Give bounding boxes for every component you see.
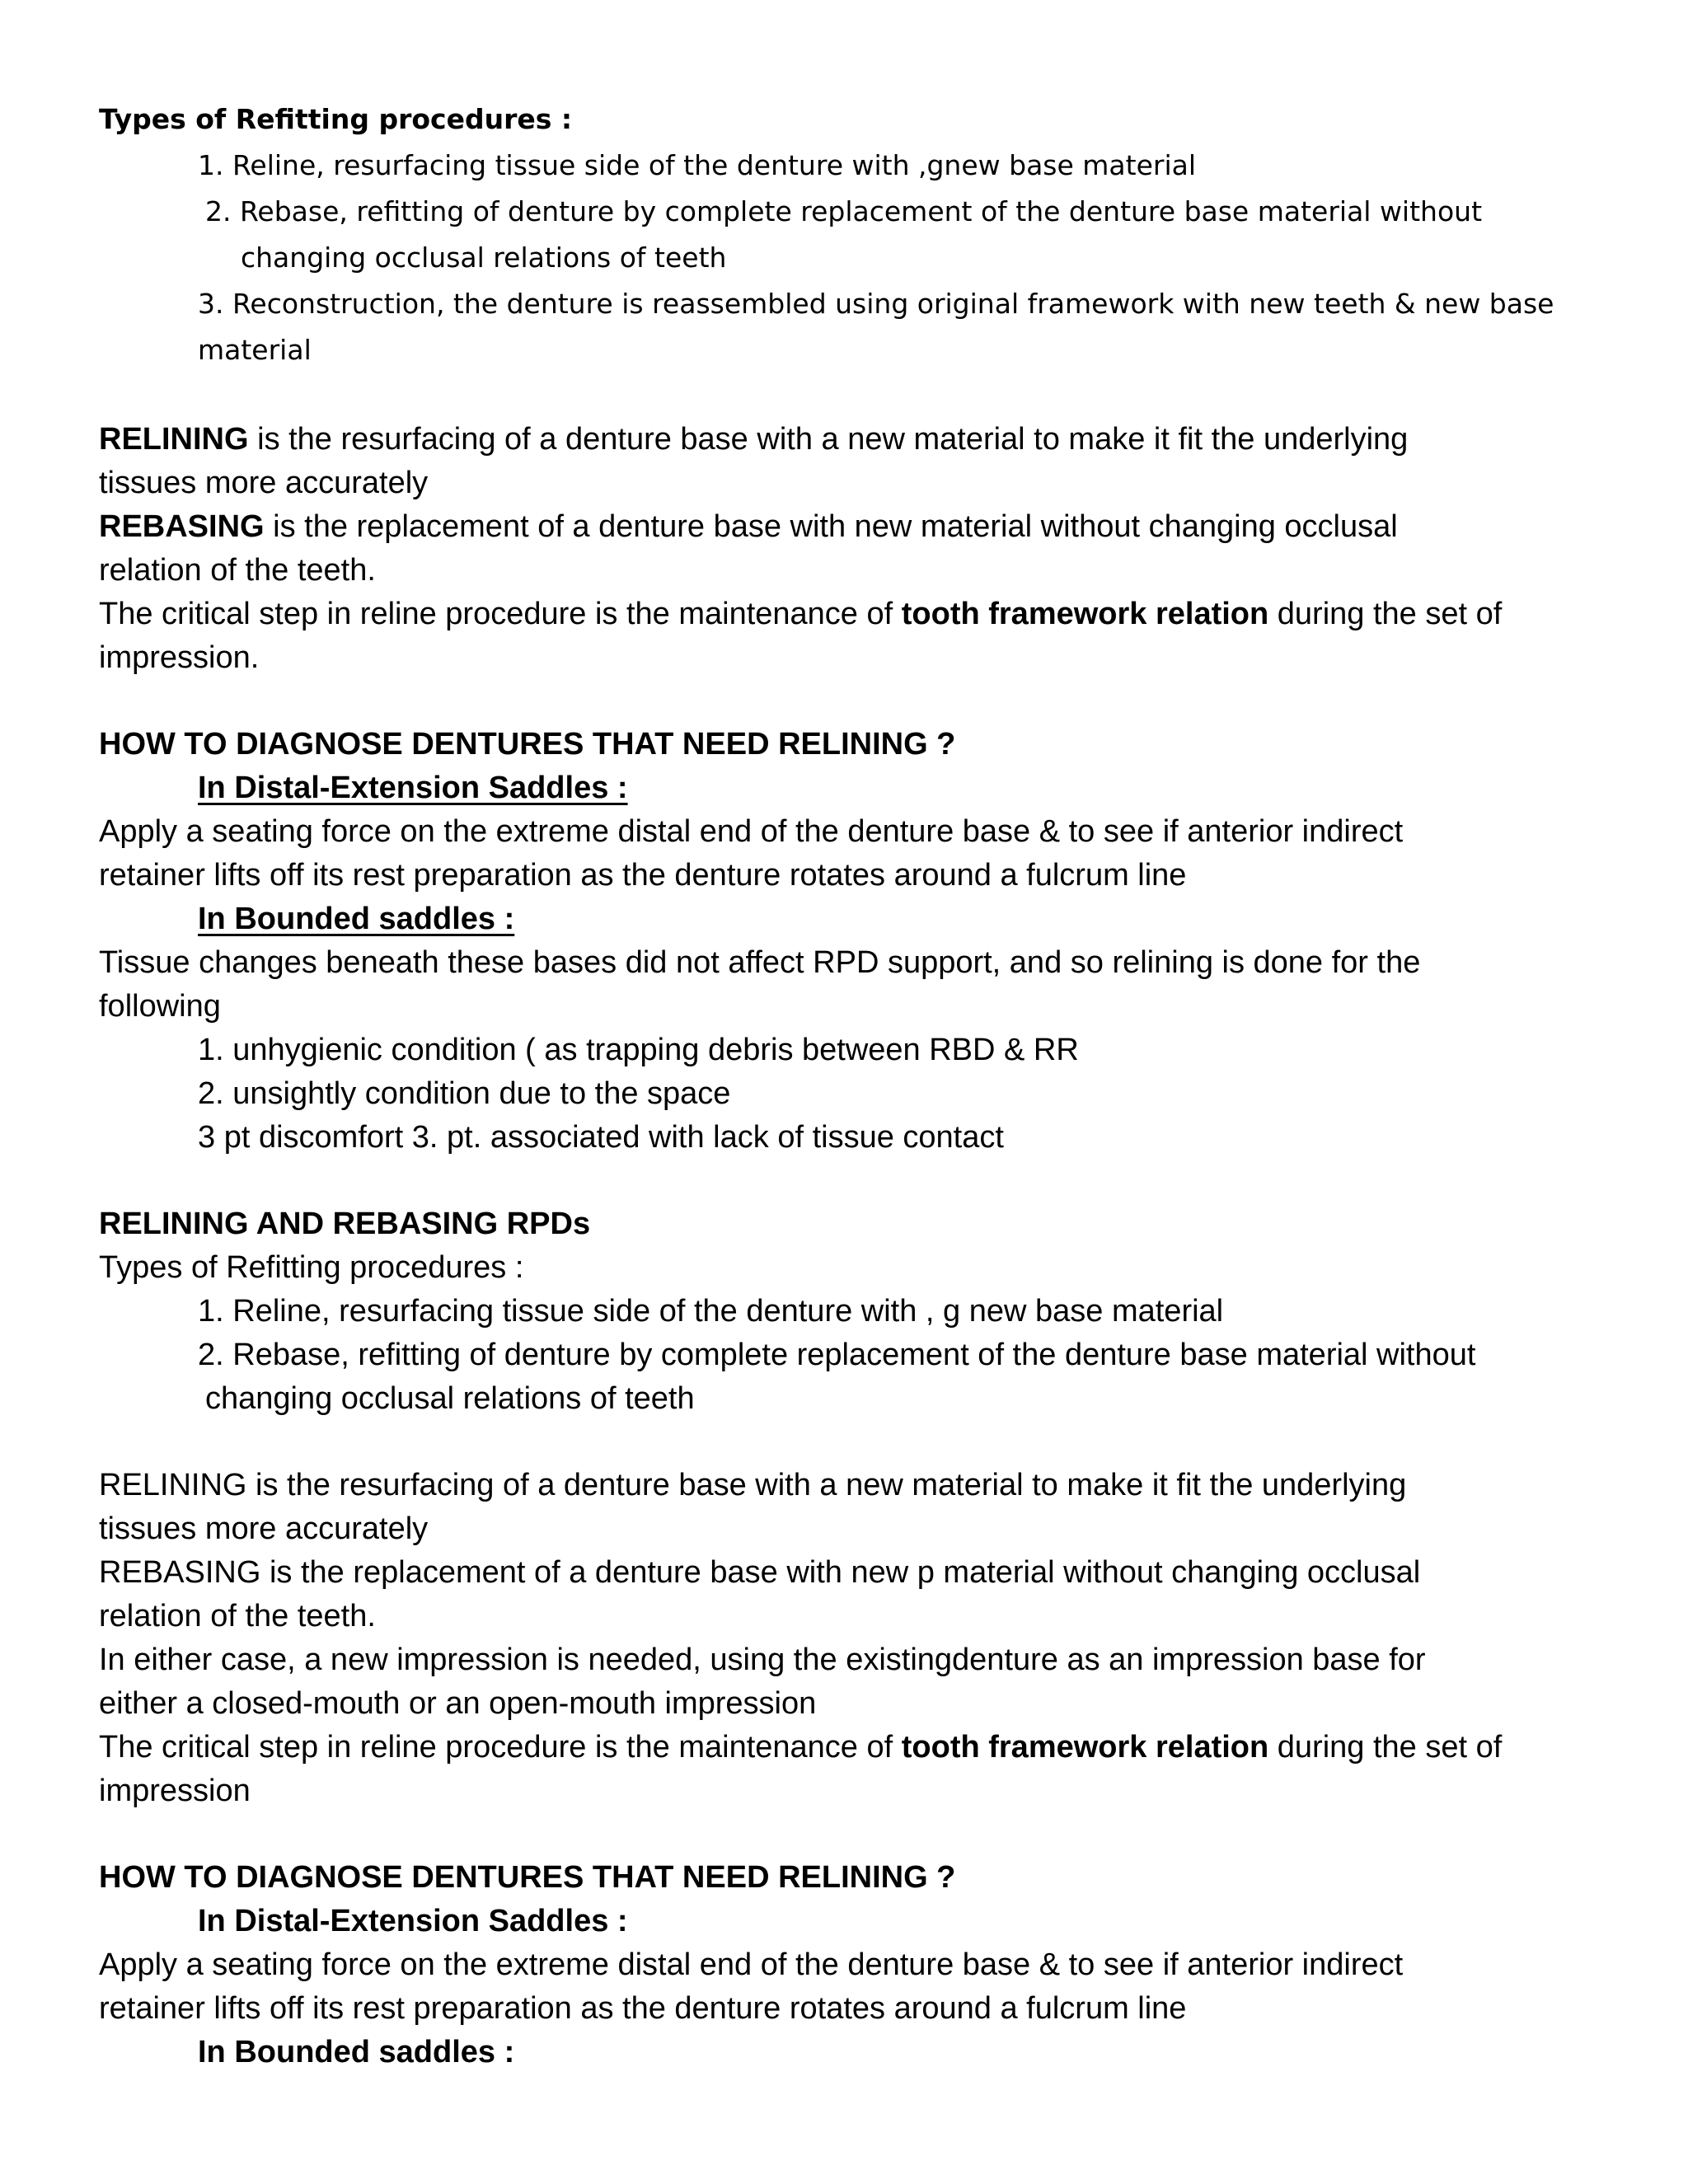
critical-step-tail: during the set of: [1268, 597, 1503, 631]
distal-extension-heading: In Distal-Extension Saddles :: [198, 1904, 628, 1938]
list-item-rebase-cont: changing occlusal relations of teeth: [241, 241, 727, 274]
critical-step-tail: during the set of: [1268, 1730, 1503, 1765]
list-item: 1. unhygienic condition ( as trapping debris between RBD & RR: [198, 1033, 1079, 1067]
distal-paragraph-cont: retainer lifts off its rest preparation as the denture rotates around a fulcrum line: [99, 858, 1187, 893]
relining-text: is the resurfacing of a denture base with a new material to make it fit the underlying: [248, 422, 1409, 457]
rebasing-definition: [99, 511, 1398, 542]
types-subheading: Types of Refitting procedures :: [99, 1250, 524, 1285]
bounded-saddles-heading: In Bounded saddles :: [198, 902, 515, 936]
critical-step: [99, 1732, 1502, 1763]
impression-paragraph: In either case, a new impression is needed, using the existingdenture as an impression base for: [99, 1643, 1426, 1677]
list-item-reline: 1. Reline, resurfacing tissue side of the denture with , g new base material: [198, 1294, 1224, 1329]
rebasing-definition-cont: relation of the teeth.: [99, 1599, 376, 1633]
rebasing-term: REBASING: [99, 509, 265, 544]
diagnose-heading: HOW TO DIAGNOSE DENTURES THAT NEED RELINING ?: [99, 1860, 956, 1895]
relining-definition: RELINING is the resurfacing of a denture base with a new material to make it fit the underlying: [99, 1468, 1407, 1502]
distal-paragraph-cont: retainer lifts off its rest preparation as the denture rotates around a fulcrum line: [99, 1991, 1187, 2026]
impression-paragraph-cont: either a closed-mouth or an open-mouth impression: [99, 1686, 817, 1721]
list-item-reline: 1. Reline, resurfacing tissue side of the denture with ,gnew base material: [198, 149, 1197, 181]
distal-paragraph: Apply a seating force on the extreme distal end of the denture base & to see if anterior indirect: [99, 1947, 1404, 1982]
section-heading: RELINING AND REBASING RPDs: [99, 1207, 591, 1241]
list-item: 3 pt discomfort 3. pt. associated with lack of tissue contact: [198, 1120, 1004, 1155]
distal-extension-heading: In Distal-Extension Saddles :: [198, 771, 628, 805]
bounded-paragraph-cont: following: [99, 989, 221, 1024]
critical-step-emphasis: tooth framework relation: [901, 1730, 1269, 1765]
list-item-rebase: 2. Rebase, refitting of denture by complete replacement of the denture base material without: [205, 195, 1483, 227]
critical-step-cont: impression: [99, 1774, 251, 1808]
rebasing-definition-cont: relation of the teeth.: [99, 553, 376, 588]
list-item-reconstruction-cont: material: [198, 334, 312, 366]
list-item-rebase: 2. Rebase, refitting of denture by complete replacement of the denture base material without: [198, 1338, 1476, 1372]
list-item: 2. unsightly condition due to the space: [198, 1076, 731, 1111]
relining-definition-cont: tissues more accurately: [99, 1511, 429, 1546]
distal-paragraph: Apply a seating force on the extreme distal end of the denture base & to see if anterior indirect: [99, 814, 1404, 849]
rebasing-text: is the replacement of a denture base with new material without changing occlusal: [264, 509, 1398, 544]
critical-step-emphasis: tooth framework relation: [901, 597, 1269, 631]
critical-step-cont: impression.: [99, 640, 260, 675]
critical-step-text: The critical step in reline procedure is the maintenance of: [99, 1730, 902, 1765]
relining-definition-cont: tissues more accurately: [99, 466, 429, 500]
types-heading: Types of Refitting procedures :: [99, 103, 573, 135]
list-item-reconstruction: 3. Reconstruction, the denture is reassembled using original framework with new teeth & new base: [198, 288, 1554, 320]
bounded-paragraph: Tissue changes beneath these bases did not affect RPD support, and so relining is done for the: [99, 945, 1421, 980]
rebasing-definition: REBASING is the replacement of a denture base with new p material without changing occlusal: [99, 1555, 1421, 1590]
critical-step: [99, 598, 1502, 630]
bounded-saddles-heading: In Bounded saddles :: [198, 2035, 515, 2069]
relining-definition: [99, 424, 1408, 455]
critical-step-text: The critical step in reline procedure is the maintenance of: [99, 597, 902, 631]
list-item-rebase-cont: changing occlusal relations of teeth: [205, 1381, 695, 1416]
diagnose-heading: HOW TO DIAGNOSE DENTURES THAT NEED RELINING ?: [99, 727, 956, 762]
relining-term: RELINING: [99, 422, 249, 457]
